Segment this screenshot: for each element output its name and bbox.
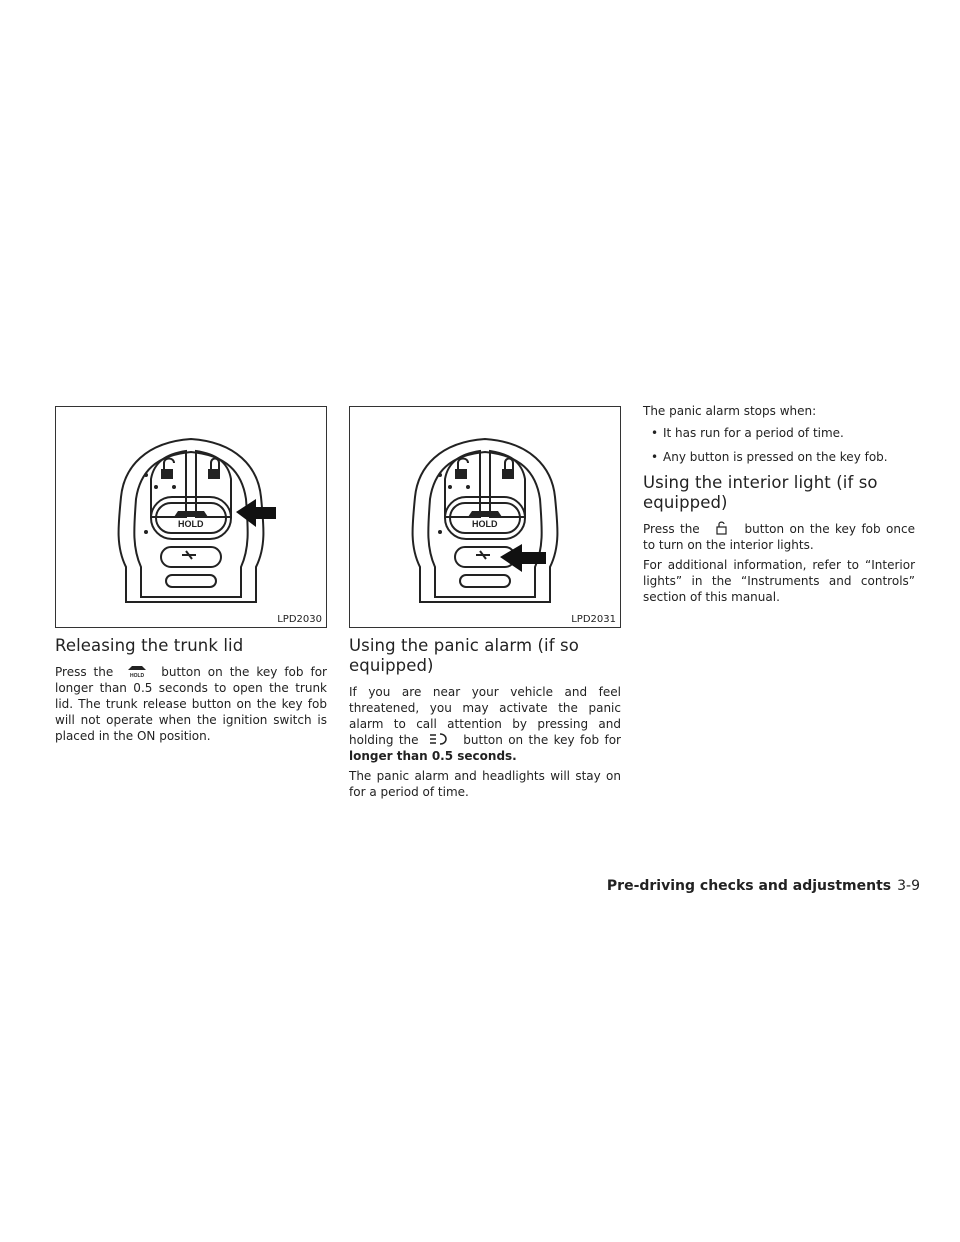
page-number: 3-9	[897, 878, 920, 894]
text-run: button on the key fob for	[463, 733, 621, 747]
section-interior-light	[643, 403, 915, 609]
body-paragraph	[55, 664, 327, 744]
trunk-hold-icon	[122, 664, 152, 678]
arrow-indicator	[236, 499, 276, 527]
bullet-list	[643, 425, 915, 465]
figure-code: LPD2030	[277, 614, 322, 625]
section-heading: Using the interior light (if so equipped)	[643, 473, 878, 512]
footer-section-title: Pre-driving checks and adjustments	[606, 878, 892, 894]
key-fob-illustration	[350, 407, 620, 627]
section-panic-alarm	[349, 636, 621, 804]
figure-panic-alarm	[349, 406, 621, 628]
figure-code: LPD2031	[571, 614, 616, 625]
text-run: button on the key fob for longer than 0.5 seconds to open the trunk lid. The trunk release button on the key fob will not operate when the ignition switch is placed in the ON position.	[55, 665, 327, 743]
fob-hold-label: HOLD	[472, 519, 498, 529]
key-fob-illustration	[56, 407, 326, 627]
text-run: If you are near your vehicle and feel threatened, you may activate the panic alarm to call attention by pressing and holding the	[349, 685, 621, 747]
svg-text:HOLD: HOLD	[130, 673, 145, 678]
body-paragraph: For additional information, refer to “Interior lights” in the “Instruments and controls” section of this manual.	[643, 558, 915, 604]
section-heading: Using the panic alarm (if so equipped)	[349, 636, 579, 675]
text-run: button on the key fob once to turn on the interior lights.	[643, 522, 915, 552]
fob-hold-label: HOLD	[178, 519, 204, 529]
section-trunk-lid	[55, 636, 327, 748]
body-paragraph	[349, 684, 621, 764]
figure-trunk-release	[55, 406, 327, 628]
bold-text-run: longer than 0.5 seconds.	[349, 749, 517, 763]
text-run: Press the	[643, 522, 700, 536]
page-footer	[607, 878, 920, 894]
unlock-light-icon	[707, 521, 737, 535]
section-heading: Releasing the trunk lid	[55, 636, 244, 655]
list-item: • Any button is pressed on the key fob.	[651, 449, 915, 465]
intro-text: The panic alarm stops when:	[643, 404, 817, 418]
text-run: Press the	[55, 665, 114, 679]
panic-icon	[426, 732, 456, 746]
body-paragraph: The panic alarm and headlights will stay on for a period of time.	[349, 769, 621, 799]
body-paragraph	[643, 521, 915, 553]
list-item: • It has run for a period of time.	[651, 425, 915, 441]
